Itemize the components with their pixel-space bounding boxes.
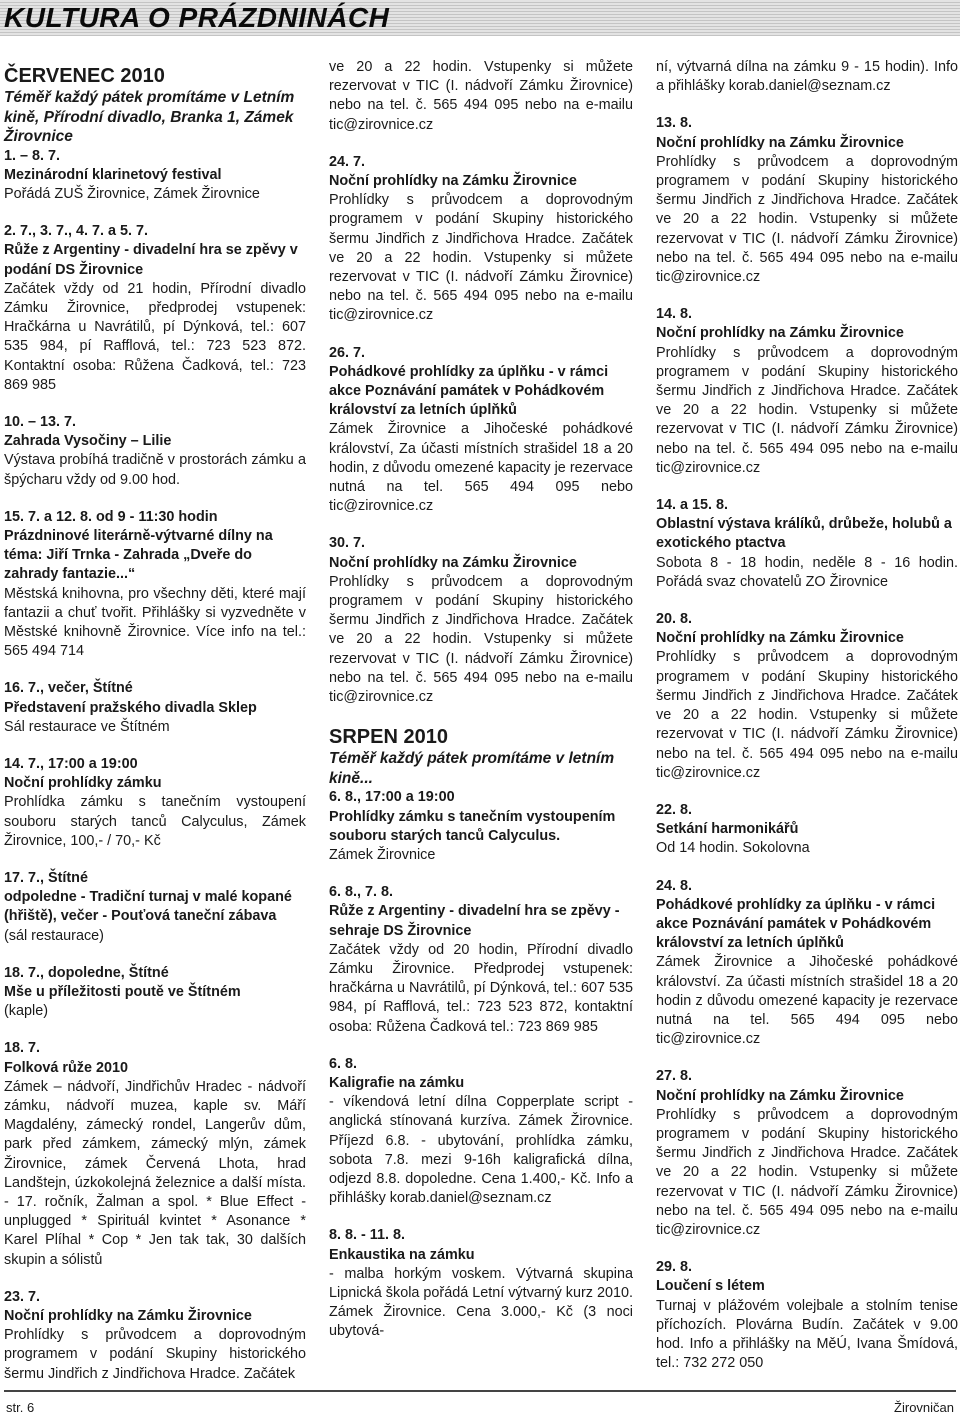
event-description: - malba horkým voskem. Výtvarná skupina Lipnická škola pořádá Letní výtvarný kurz 2010. Zámek Žirovnice. Cena 3.000,- Kč (3 noci ubytová- xyxy=(329,1265,633,1340)
event-description: Prohlídky s průvodcem a doprovodným programem v podání Skupiny historického šermu Jindřich z Jindřichova Hradce. Začátek ve 20 a 22 hodin. Vstupenky si můžete rezervovat v TIC (I. nádvoří Zámku Žirovnice) nebo na tel. č. 565 494 095 nebo na e-mailu tic@zirovnice.cz xyxy=(656,1106,958,1238)
event-date: 15. 7. a 12. 8. od 9 - 11:30 hodin xyxy=(4,508,218,525)
event-description: Sál restaurace ve Štítném xyxy=(4,718,170,735)
month-title: ČERVENEC 2010 xyxy=(4,65,165,87)
event-description: Prohlídky s průvodcem a doprovodným programem v podání Skupiny historického šermu Jindřich z Jindřichova Hradce. Začátek ve 20 a 22 hodin. Vstupenky si můžete rezervovat v TIC (I. nádvoří Zámku Žirovnice) nebo na tel. č. 565 494 095 nebo na e-mailu tic@zirovnice.cz xyxy=(656,649,958,781)
event-date: 10. – 13. 7. xyxy=(4,413,77,430)
event-date: 30. 7. xyxy=(329,535,366,552)
month-subtitle: Téměř každý pátek promítáme v Letním kině, Přírodní divadlo, Branka 1, Zámek Žirovnice xyxy=(4,89,295,145)
event-description: Městská knihovna, pro všechny děti, které mají fantazii a chuť tvořit. Přihlášky si vyzvedněte v Městské knihovně Žirovnice. Více info na tel.: 565 494 714 xyxy=(4,585,306,660)
column-1 xyxy=(4,64,306,1402)
event-date: 20. 8. xyxy=(656,611,693,628)
event-description: - víkendová letní dílna Copperplate script - anglická stínovaná kurzíva. Zámek Žirovnice. Příjezd 6.8. - ubytování, prohlídka zámku, sobota 7.8. mezi 9-16h kaligrafická dílna, odjezd 8.8. dopoledne. Cena 1.400,- Kč. Info a přihlášky korab.daniel@seznam.cz xyxy=(329,1094,633,1207)
event-title: odpoledne - Tradiční turnaj v malé kopané (hřiště), večer - Pouťová taneční zábava xyxy=(4,889,292,925)
event-description: Sobota 8 - 18 hodin, neděle 8 - 16 hodin. Pořádá svaz chovatelů ZO Žirovnice xyxy=(656,554,958,590)
event-date: 18. 7. xyxy=(4,1040,41,1057)
event-date: 13. 8. xyxy=(656,115,693,132)
event-entry xyxy=(4,222,306,395)
page-number: str. 6 xyxy=(6,1400,35,1415)
month-subtitle: Téměř každý pátek promítáme v letním kině... xyxy=(329,750,615,787)
event-description: Začátek vždy od 21 hodin, Přírodní divadlo Zámku Žirovnice, předprodej vstupenek: Hračkárna u Navrátilů, pí Dýnková, tel.: 607 535 984, pí Rafflová, tel.: 723 523 872. Kontaktní osoba: Růžena Čadková, tel.: 723 869 985 xyxy=(4,280,306,393)
event-description: Prohlídka zámku s tanečním vystoupení souboru starých tanců Calyculus, Zámek Žirovnice, 100,- / 70,- Kč xyxy=(4,794,306,849)
event-date: 6. 8., 7. 8. xyxy=(329,884,393,901)
event-date: 26. 7. xyxy=(329,344,366,361)
event-entry xyxy=(656,1258,958,1373)
publication-name: Žirovničan xyxy=(894,1400,954,1415)
event-entry xyxy=(4,679,306,737)
event-date: 14. a 15. 8. xyxy=(656,497,729,514)
event-title: Zahrada Vysočiny – Lilie xyxy=(4,433,172,450)
section-title: KULTURA O PRÁZDNINÁCH xyxy=(4,2,390,33)
column-2 xyxy=(329,58,633,1360)
event-date: 14. 7., 17:00 a 19:00 xyxy=(4,755,138,772)
event-date: 2. 7., 3. 7., 4. 7. a 5. 7. xyxy=(4,223,148,240)
column-3 xyxy=(656,58,958,1391)
event-entry xyxy=(329,1226,633,1341)
event-entry xyxy=(656,1067,958,1240)
event-description: Zámek Žirovnice a Jihočeské pohádkové království, Za účasti místních strašidel 18 a 20 hodin, z důvodu omezené kapacity je rezervace nutná na tel. 565 494 095 nebo tic@zirovnice.cz xyxy=(329,421,633,515)
event-entry xyxy=(656,801,958,859)
event-description: Od 14 hodin. Sokolovna xyxy=(656,840,810,857)
event-title: Noční prohlídky na Zámku Žirovnice xyxy=(656,325,904,342)
event-entry xyxy=(4,508,306,662)
event-description: Pořádá ZUŠ Žirovnice, Zámek Žirovnice xyxy=(4,185,260,202)
event-entry xyxy=(656,610,958,783)
event-title: Mezinárodní klarinetový festival xyxy=(4,166,222,183)
event-description: Prohlídky s průvodcem a doprovodným programem v podání Skupiny historického šermu Jindřich z Jindřichova Hradce. Začátek xyxy=(4,1327,306,1382)
event-date: 1. – 8. 7. xyxy=(4,147,61,164)
event-date: 22. 8. xyxy=(656,801,693,818)
event-entry xyxy=(4,755,306,851)
event-entry xyxy=(329,153,633,326)
month-heading-block xyxy=(329,725,633,788)
month-heading-block xyxy=(4,64,306,147)
event-entry xyxy=(329,883,633,1037)
event-description: Zámek – nádvoří, Jindřichův Hradec - nádvoří zámku, nádvoří muzea, kaple sv. Máří Magdalény, zámecký rondel, Langerův dům, park před zámkem, zámecký mlýn, zámek Žirovnice, zámek Červená Lhota, hrad Landštejn, úzkokolejná železnice a další místa. - 17. ročník, Žalman a spol. * Blue Effect - unplugged * Spirituál kvintet * Asonance * Karel Plíhal * Cop * Jen tak tak, 30 dalších skupin a sólistů xyxy=(4,1078,306,1268)
event-date: 17. 7., Štítné xyxy=(4,870,88,886)
event-description: ve 20 a 22 hodin. Vstupenky si můžete rezervovat v TIC (I. nádvoří Zámku Žirovnice) nebo na tel. č. 565 494 095 nebo na e-mailu tic@zirovnice.cz xyxy=(329,59,633,133)
event-entry xyxy=(656,114,958,287)
event-date: 18. 7., dopoledne, Štítné xyxy=(4,964,169,981)
event-date: 27. 8. xyxy=(656,1068,693,1085)
event-description: ní, výtvarná dílna na zámku 9 - 15 hodin). Info a přihlášky korab.daniel@seznam.cz xyxy=(656,59,958,95)
event-title: Noční prohlídky na Zámku Žirovnice xyxy=(656,134,904,151)
event-title: Prohlídky zámku s tanečním vystoupením souboru starých tanců Calyculus. xyxy=(329,808,616,844)
event-entry xyxy=(329,534,633,707)
event-title: Kaligrafie na zámku xyxy=(329,1074,465,1091)
event-entry xyxy=(329,344,633,517)
event-entry xyxy=(4,413,306,490)
footer-divider xyxy=(4,1390,956,1392)
event-description: Prohlídky s průvodcem a doprovodným programem v podání Skupiny historického šermu Jindřich z Jindřichova Hradce. Začátek ve 20 a 22 hodin. Vstupenky si můžete rezervovat v TIC (I. nádvoří Zámku Žirovnice) nebo na tel. č. 565 494 095 nebo na e-mailu tic@zirovnice.cz xyxy=(656,344,958,476)
header-band xyxy=(0,0,960,36)
event-entry xyxy=(4,869,306,946)
event-date: 23. 7. xyxy=(4,1288,41,1305)
event-date: 8. 8. - 11. 8. xyxy=(329,1227,406,1244)
event-title: Noční prohlídky na Zámku Žirovnice xyxy=(656,630,904,647)
event-title: Noční prohlídky na Zámku Žirovnice xyxy=(4,1308,252,1325)
event-title: Noční prohlídky na Zámku Žirovnice xyxy=(329,173,577,190)
event-title: Pohádkové prohlídky za úplňku - v rámci akce Poznávání památek v Pohádkovém království za letních úplňků xyxy=(329,363,609,419)
event-entry xyxy=(656,58,958,96)
event-description: Zámek Žirovnice xyxy=(329,846,436,863)
event-date: 16. 7., večer, Štítné xyxy=(4,680,133,697)
event-date: 24. 7. xyxy=(329,153,366,170)
event-description: Prohlídky s průvodcem a doprovodným programem v podání Skupiny historického šermu Jindřich z Jindřichova Hradce. Začátek ve 20 a 22 hodin. Vstupenky si můžete rezervovat v TIC (I. nádvoří Zámku Žirovnice) nebo na tel. č. 565 494 095 nebo na e-mailu tic@zirovnice.cz xyxy=(329,192,633,324)
event-description: (sál restaurace) xyxy=(4,927,104,944)
month-title: SRPEN 2010 xyxy=(329,726,448,749)
event-entry xyxy=(4,147,306,205)
event-date: 6. 8. xyxy=(329,1055,358,1072)
event-entry xyxy=(656,496,958,592)
page-footer xyxy=(0,1388,960,1420)
event-entry xyxy=(4,1039,306,1269)
event-description: Zámek Žirovnice a Jihočeské pohádkové království. Za účasti místních strašidel 18 a 20 hodin z důvodu omezené kapacity je rezervace nutná na tel. 565 494 095 nebo tic@zirovnice.cz xyxy=(656,954,958,1048)
event-title: Představení pražského divadla Sklep xyxy=(4,699,257,716)
event-date: 24. 8. xyxy=(656,877,693,894)
event-title: Pohádkové prohlídky za úplňku - v rámci akce Poznávání památek v Pohádkovém království za letních úplňků xyxy=(656,896,936,952)
event-entry xyxy=(329,58,633,135)
event-title: Setkání harmonikářů xyxy=(656,821,799,838)
event-description: (kaple) xyxy=(4,1003,48,1020)
event-title: Noční prohlídky na Zámku Žirovnice xyxy=(329,554,577,571)
event-description: Prohlídky s průvodcem a doprovodným programem v podání Skupiny historického šermu Jindřich z Jindřichova Hradce. Začátek ve 20 a 22 hodin. Vstupenky si můžete rezervovat v TIC (I. nádvoří Zámku Žirovnice) nebo na tel. č. 565 494 095 nebo na e-mailu tic@zirovnice.cz xyxy=(656,153,958,286)
event-title: Růže z Argentiny - divadelní hra se zpěvy v podání DS Žirovnice xyxy=(4,242,298,278)
event-entry xyxy=(329,1055,633,1209)
event-title: Folková růže 2010 xyxy=(4,1059,128,1076)
event-date: 29. 8. xyxy=(656,1259,693,1276)
event-title: Oblastní výstava králíků, drůbeže, holubů a exotického ptactva xyxy=(656,516,952,552)
event-title: Růže z Argentiny - divadelní hra se zpěvy - sehraje DS Žirovnice xyxy=(329,903,620,939)
event-title: Mše u příležitosti poutě ve Štítném xyxy=(4,984,241,1001)
event-date: 6. 8., 17:00 a 19:00 xyxy=(329,789,455,806)
event-entry xyxy=(656,305,958,478)
event-entry xyxy=(656,877,958,1050)
event-entry xyxy=(4,964,306,1022)
event-description: Začátek vždy od 20 hodin, Přírodní divadlo Zámku Žirovnice. Předprodej vstupenek: hračkárna u Navrátilů, pí Dýnková, tel.: 607 535 984, pí Rafflová, tel.: 723 523 872, kontaktní osoba: Růžena Čadková tel.: 723 869 985 xyxy=(329,941,633,1035)
event-title: Noční prohlídky na Zámku Žirovnice xyxy=(656,1087,904,1104)
event-title: Enkaustika na zámku xyxy=(329,1246,475,1263)
event-title: Noční prohlídky zámku xyxy=(4,775,162,792)
event-description: Turnaj v plážovém volejbale a stolním tenise příchozích. Plovárna Budín. Začátek v 9.00 hod. Info a přihlášky na MěÚ, Ivana Šmídová, tel.: 732 272 050 xyxy=(656,1297,958,1372)
event-entry xyxy=(329,788,633,865)
event-description: Prohlídky s průvodcem a doprovodným programem v podání Skupiny historického šermu Jindřich z Jindřichova Hradce. Začátek ve 20 a 22 hodin. Vstupenky si můžete rezervovat v TIC (I. nádvoří Zámku Žirovnice) nebo na tel. č. 565 494 095 nebo na e-mailu tic@zirovnice.cz xyxy=(329,573,633,706)
event-description: Výstava probíhá tradičně v prostorách zámku a špýcharu vždy od 9.00 hod. xyxy=(4,452,306,488)
event-entry xyxy=(4,1288,306,1384)
event-date: 14. 8. xyxy=(656,306,693,323)
event-title: Loučení s létem xyxy=(656,1278,765,1295)
event-title: Prázdninové literárně-výtvarné dílny na téma: Jiří Trnka - Zahrada „Dveře do zahrady fantazie...“ xyxy=(4,527,273,583)
